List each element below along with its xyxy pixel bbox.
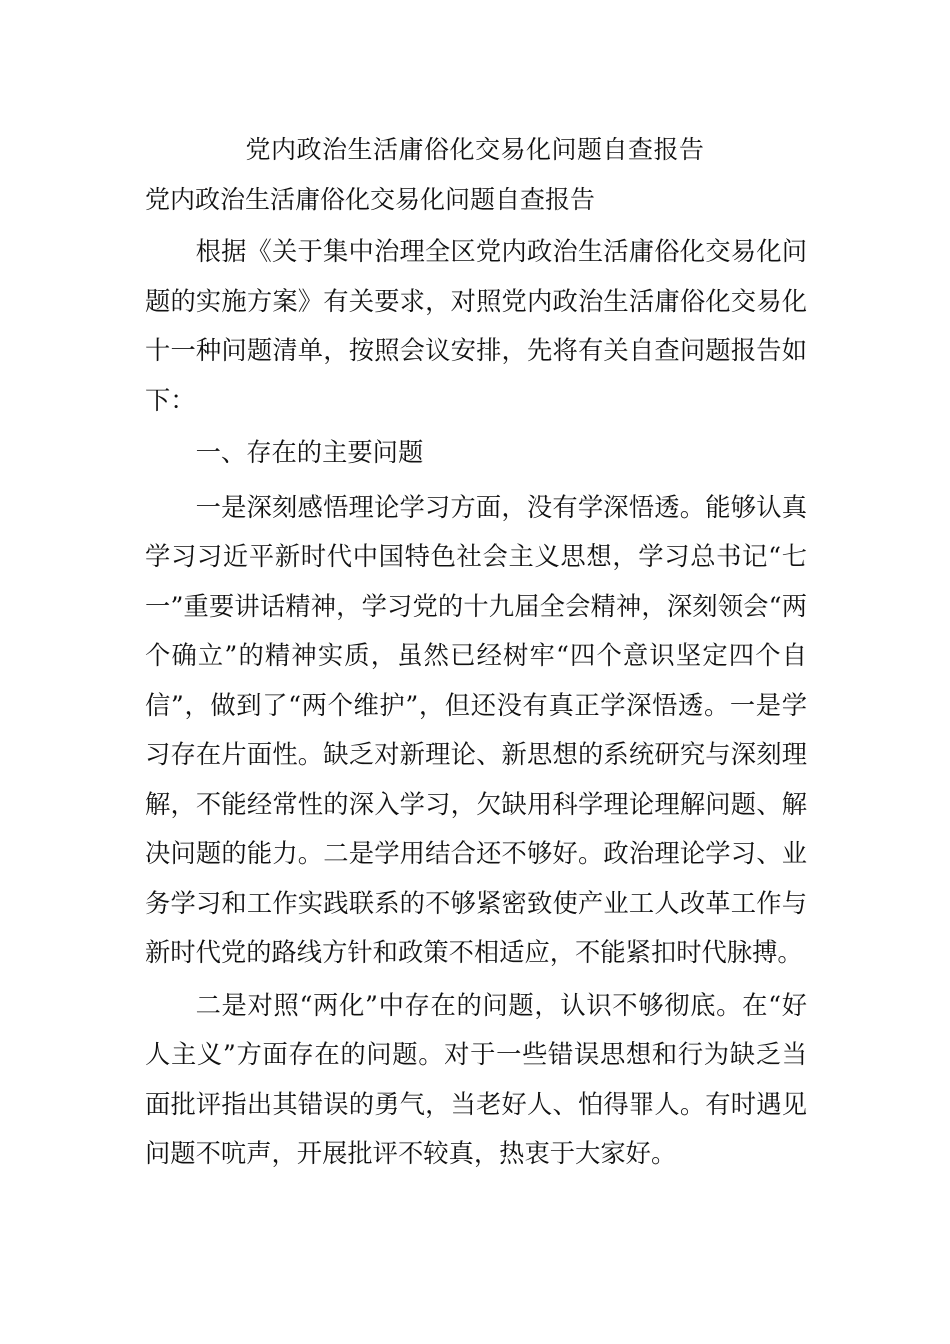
- section-heading: 一、存在的主要问题: [195, 438, 424, 467]
- document-subtitle: 党内政治生活庸俗化交易化问题自查报告: [145, 185, 596, 214]
- paragraph-intro: 根据《关于集中治理全区党内政治生活庸俗化交易化问题的实施方案》有关要求，对照党内政治生活庸俗化交易化十一种问题清单，按照会议安排，先将有关自查问题报告如下：: [145, 237, 807, 415]
- document-title: 党内政治生活庸俗化交易化问题自查报告: [245, 135, 705, 164]
- document-body: [145, 227, 807, 1182]
- paragraph-point-one: 一是深刻感悟理论学习方面，没有学深悟透。能够认真学习习近平新时代中国特色社会主义思想，学习总书记“七一”重要讲话精神，学习党的十九届全会精神，深刻领会“两个确立”的精神实质，虽然已经树牢“四个意识坚定四个自信”，做到了“两个维护”，但还没有真正学深悟透。一是学习存在片面性。缺乏对新理论、新思想的系统研究与深刻理解，不能经常性的深入学习，欠缺用科学理论理解问题、解决问题的能力。二是学用结合还不够好。政治理论学习、业务学习和工作实践联系的不够紧密致使产业工人改革工作与新时代党的路线方针和政策不相适应，不能紧扣时代脉搏。: [145, 492, 807, 967]
- paragraph-point-two: 二是对照“两化”中存在的问题，认识不够彻底。在“好人主义”方面存在的问题。对于一些错误思想和行为缺乏当面批评指出其错误的勇气，当老好人、怕得罪人。有时遇见问题不吭声，开展批评不较真，热衷于大家好。: [145, 990, 807, 1168]
